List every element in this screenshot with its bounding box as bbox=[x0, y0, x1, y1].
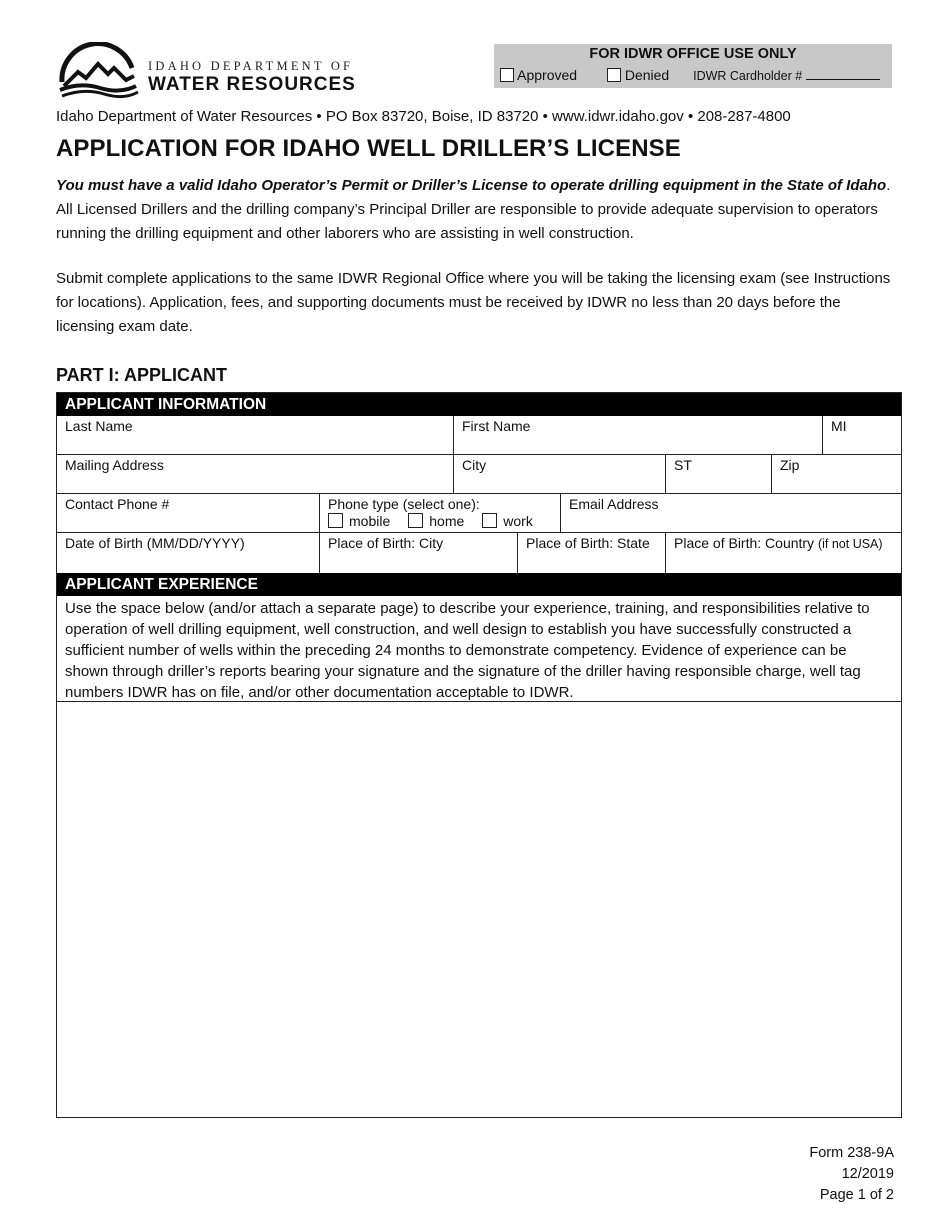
mi-label: MI bbox=[831, 418, 847, 434]
state-field[interactable] bbox=[666, 455, 772, 494]
phone-type-options bbox=[328, 513, 560, 529]
denied-checkbox[interactable] bbox=[607, 68, 621, 82]
intro-paragraph bbox=[56, 174, 896, 246]
zip-label: Zip bbox=[780, 457, 800, 473]
email-label: Email Address bbox=[569, 496, 659, 512]
approved-label: Approved bbox=[517, 67, 578, 83]
page-number: Page 1 of 2 bbox=[819, 1187, 894, 1203]
work-label: work bbox=[503, 513, 533, 529]
zip-field[interactable] bbox=[772, 455, 901, 494]
contact-phone-label: Contact Phone # bbox=[65, 496, 170, 512]
cardholder-label: IDWR Cardholder # bbox=[693, 69, 803, 83]
intro-rest: . All Licensed Drillers and the drilling company’s Principal Driller are responsible to provide adequate supervision to operators running the drilling equipment and other laborers who are assisting in well construction. bbox=[56, 177, 891, 242]
pob-state-field[interactable] bbox=[518, 533, 666, 573]
office-use-title: FOR IDWR OFFICE USE ONLY bbox=[589, 46, 797, 62]
logo-line-1: IDAHO DEPARTMENT OF bbox=[148, 59, 354, 73]
pob-country-note: (if not USA) bbox=[817, 537, 883, 551]
form-number: Form 238-9A bbox=[809, 1145, 894, 1161]
approved-checkbox[interactable] bbox=[500, 68, 514, 82]
dob-field[interactable] bbox=[57, 533, 320, 573]
part1-heading: PART I: APPLICANT bbox=[56, 365, 227, 385]
applicant-experience-bar: APPLICANT EXPERIENCE bbox=[57, 573, 901, 596]
form-date: 12/2019 bbox=[841, 1166, 894, 1182]
mailing-address-field[interactable] bbox=[57, 455, 454, 494]
dob-label: Date of Birth (MM/DD/YYYY) bbox=[65, 535, 245, 551]
mi-field[interactable] bbox=[823, 416, 901, 455]
phone-type-group bbox=[320, 494, 561, 533]
contact-line: Idaho Department of Water Resources • PO Box 83720, Boise, ID 83720 • www.idwr.idaho.gov • 208-287-4800 bbox=[56, 108, 791, 125]
mailing-address-label: Mailing Address bbox=[65, 457, 164, 473]
first-name-field[interactable] bbox=[454, 416, 823, 455]
pob-city-label: Place of Birth: City bbox=[328, 535, 444, 551]
applicant-form bbox=[56, 392, 902, 1118]
city-field[interactable] bbox=[454, 455, 666, 494]
state-label: ST bbox=[674, 457, 692, 473]
pob-city-field[interactable] bbox=[320, 533, 518, 573]
phone-type-label: Phone type (select one): bbox=[328, 496, 480, 512]
work-checkbox[interactable] bbox=[482, 513, 497, 528]
first-name-label: First Name bbox=[462, 418, 531, 434]
office-use-box bbox=[494, 44, 892, 88]
experience-instructions: Use the space below (and/or attach a separate page) to describe your experience, training, and responsibilities relative to operation of well drilling equipment, well construction, and well design to establish you have successfully constructed a sufficient number of wells within the preceding 24 months to demonstrate competency. Evidence of experience can be shown through driller’s reports bearing your signature and the signature of the driller having responsible charge, well tag numbers IDWR has on file, and/or other documentation acceptable to IDWR. bbox=[57, 596, 901, 702]
applicant-info-bar: APPLICANT INFORMATION bbox=[57, 393, 901, 416]
contact-phone-field[interactable] bbox=[57, 494, 320, 533]
page-title: APPLICATION FOR IDAHO WELL DRILLER’S LICENSE bbox=[56, 135, 681, 162]
cardholder-field[interactable] bbox=[806, 67, 880, 80]
pob-state-label: Place of Birth: State bbox=[526, 535, 650, 551]
logo-line-2: WATER RESOURCES bbox=[148, 74, 356, 95]
form-footer bbox=[809, 1143, 894, 1206]
home-label: home bbox=[429, 513, 465, 529]
home-checkbox[interactable] bbox=[408, 513, 423, 528]
idwr-logo bbox=[56, 42, 356, 100]
submit-paragraph: Submit complete applications to the same IDWR Regional Office where you will be taking the licensing exam (see Instructions for locations). Application, fees, and supporting documents must be received by IDWR no less than 20 days before the licensing exam date. bbox=[56, 270, 891, 335]
last-name-field[interactable] bbox=[57, 416, 454, 455]
city-label: City bbox=[462, 457, 487, 473]
denied-label: Denied bbox=[624, 67, 670, 83]
experience-textarea[interactable] bbox=[57, 702, 901, 1117]
pob-country-field[interactable] bbox=[666, 533, 901, 573]
mountain-water-icon bbox=[56, 42, 140, 100]
mobile-checkbox[interactable] bbox=[328, 513, 343, 528]
last-name-label: Last Name bbox=[65, 418, 133, 434]
email-field[interactable] bbox=[561, 494, 901, 533]
intro-bold: You must have a valid Idaho Operator’s Permit or Driller’s License to operate drilling equipment in the State of Idaho bbox=[56, 177, 887, 194]
mobile-label: mobile bbox=[349, 513, 391, 529]
pob-country-label: Place of Birth: Country bbox=[674, 535, 815, 551]
office-use-row bbox=[500, 67, 880, 83]
